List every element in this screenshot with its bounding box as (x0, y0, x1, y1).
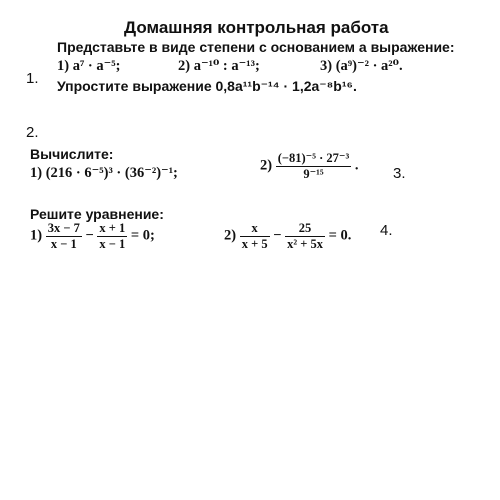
task-3-equation-2 (224, 222, 351, 250)
equation-1-fraction-2-denominator: x − 1 (99, 236, 126, 251)
task-1-item-1: 1) a⁷ · a⁻⁵; (57, 58, 121, 74)
equation-2-fraction-1-numerator: x (240, 222, 270, 237)
equation-1-fraction-1-denominator: x − 1 (50, 236, 77, 251)
task-3-equation-1 (30, 222, 155, 250)
task-2-item-2 (260, 152, 359, 180)
equation-2-end: = 0. (328, 227, 352, 244)
task-2-item-2-end: . (354, 157, 359, 174)
task-2-instruction: Вычислите: (30, 146, 114, 162)
task-2-item-2-denominator: 9⁻¹⁵ (303, 166, 324, 181)
equation-2-fraction-1-denominator: x + 5 (241, 236, 268, 251)
equation-1-operator: − (85, 227, 94, 244)
equation-2-fraction-2 (285, 222, 325, 250)
task-1-item-2: 2) a⁻¹⁰ : a⁻¹³; (178, 58, 260, 74)
task-3-trailing-label: 4. (380, 222, 393, 239)
equation-1-fraction-1 (46, 222, 82, 250)
equation-1-end: = 0; (130, 227, 155, 244)
task-1-number: 1. (26, 70, 39, 87)
task-2-number: 2. (26, 124, 39, 141)
equation-2-operator: − (273, 227, 282, 244)
equation-2-fraction-2-numerator: 25 (285, 222, 325, 237)
equation-1-fraction-2 (97, 222, 127, 250)
task-2-item-2-fraction (276, 152, 352, 180)
task-3-instruction: Решите уравнение: (30, 206, 164, 222)
equation-1-fraction-2-numerator: x + 1 (99, 221, 126, 235)
task-2-item-1: 1) (216 · 6⁻⁵)³ · (36⁻²)⁻¹; (30, 165, 178, 181)
task-1-simplify: Упростите выражение 0,8a¹¹b⁻¹⁴ · 1,2a⁻⁸b¹⁶. (57, 78, 357, 94)
task-2-trailing-label: 3. (393, 165, 406, 182)
task-1-instruction: Представьте в виде степени с основанием a выражение: (57, 39, 455, 55)
task-1-item-3: 3) (a⁹)⁻² · a²⁰. (320, 58, 403, 74)
task-2-item-2-label: 2) (260, 157, 273, 174)
equation-2-fraction-1 (240, 222, 270, 250)
equation-2-fraction-2-denominator: x² + 5x (287, 236, 323, 251)
equation-1-fraction-1-numerator: 3x − 7 (47, 221, 80, 235)
task-2-item-2-numerator: (−81)⁻⁵ · 27⁻³ (277, 151, 350, 165)
page-title: Домашняя контрольная работа (124, 18, 389, 37)
equation-1-label: 1) (30, 227, 43, 244)
equation-2-label: 2) (224, 227, 237, 244)
